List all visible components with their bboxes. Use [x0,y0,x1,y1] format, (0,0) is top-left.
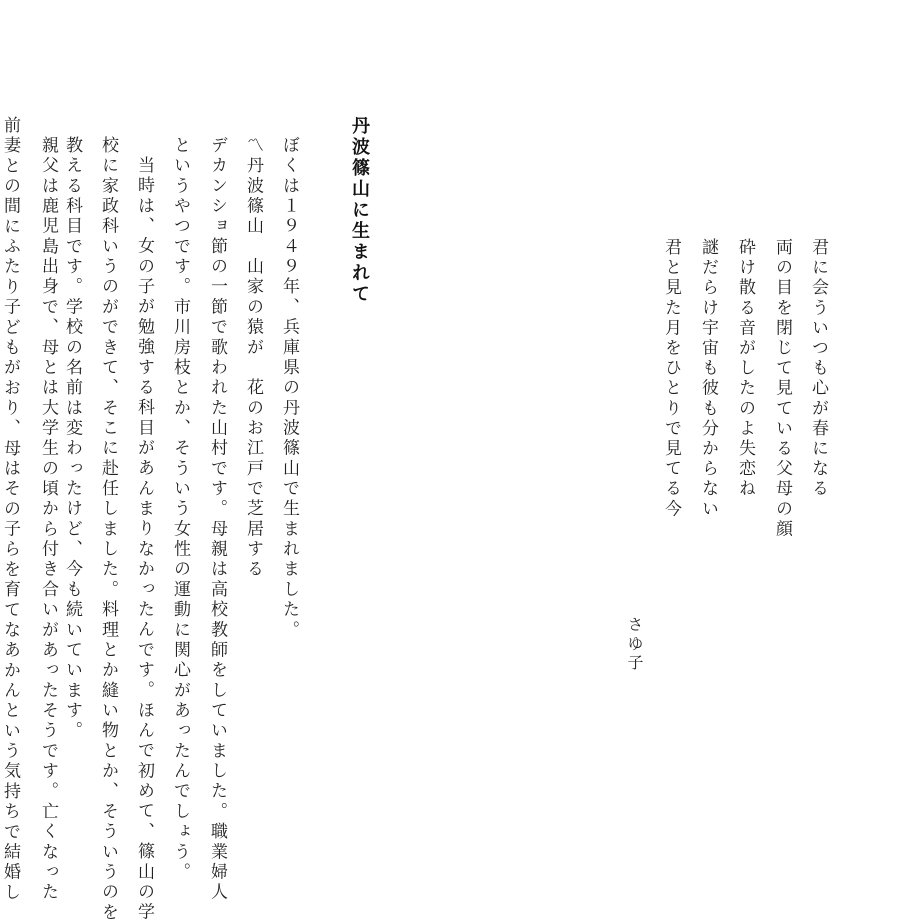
body-line-7: 教える科目です。学校の名前は変わったけど、今も続いています。 [62,136,82,742]
poem-line-3: 砕け散る音がしたのよ失恋ね [735,238,755,500]
body-line-9: 前妻との間にふたり子どもがおり、母はその子らを育てなあかんという気持ちで結婚し [0,116,20,904]
poem-line-2: 両の目を閉じて見ている父母の顔 [772,238,792,540]
poem-line-5: 君と見た月をひとりで見てる今 [661,238,681,520]
body-line-1: ぼくは１９４９年、兵庫県の丹波篠山で生まれました。 [279,136,299,641]
poem-line-1: 君に会ういつも心が春になる [808,238,828,500]
poem-line-4: 謎だらけ宇宙も彼も分からない [698,238,718,520]
body-line-6: 校に家政科いうのができて、そこに赴任しました。料理とか縫い物とか、そういうのを [98,136,118,923]
body-line-4: というやつです。市川房枝とか、そういう女性の運動に関心があったんでしょう。 [170,136,190,883]
body-line-8: 親父は鹿児島出身で、母とは大学生の頃から付き合いがあったそうです。亡くなった [38,136,58,903]
poem-author: さゆ子 [625,616,644,673]
body-line-5: 当時は、女の子が勉強する科目があんまりなかったんです。ほんで初めて、篠山の学 [134,156,154,923]
chapter-title: 丹波篠山に生まれて [349,116,370,305]
body-line-2: 〽丹波篠山 山家の猿が 花のお江戸で芝居する [243,136,263,580]
body-line-3: デカンショ節の一節で歌われた山村です。母親は高校教師をしていました。職業婦人 [207,136,227,903]
